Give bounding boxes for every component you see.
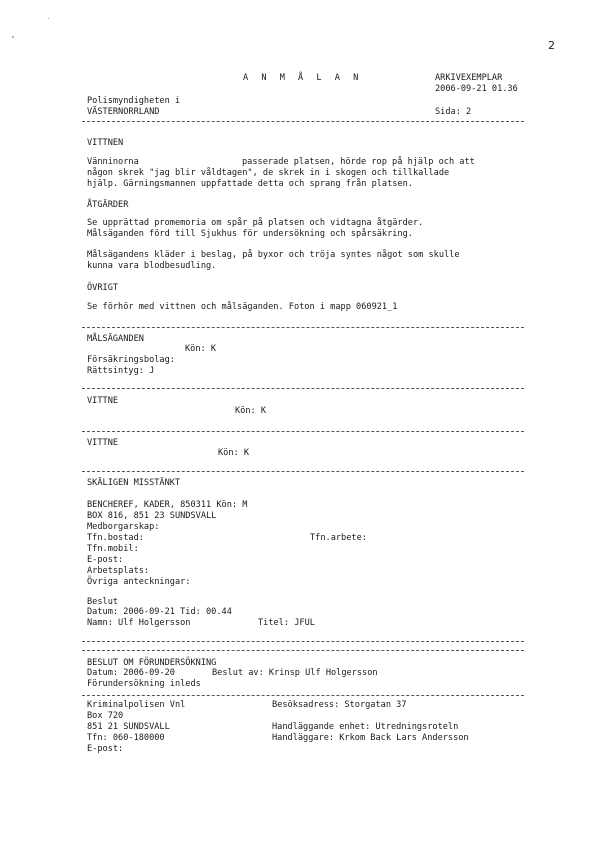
- actions-line2: Målsäganden förd till Sjukhus för undersökning och spårsäkring.: [87, 229, 413, 239]
- actions-title: ÅTGÄRDER: [87, 200, 129, 210]
- divider: [82, 121, 524, 122]
- page-number: 2: [548, 39, 555, 52]
- witnesses-title: VITTNEN: [87, 138, 124, 148]
- scan-speck: [48, 18, 49, 19]
- divider: [82, 650, 524, 651]
- divider: [82, 327, 524, 328]
- witnesses-line1a: Vänninorna: [87, 157, 139, 167]
- divider: [82, 641, 524, 642]
- witness2-title: VITTNE: [87, 438, 119, 448]
- footer-visit-address: Besöksadress: Storgatan 37: [272, 700, 407, 710]
- footer-unit: Kriminalpolisen Vnl: [87, 700, 186, 710]
- suspect-phone-mobile: Tfn.mobil:: [87, 544, 139, 554]
- actions-line4: kunna vara blodbesudling.: [87, 261, 217, 271]
- decision-title: Beslut: [87, 597, 119, 607]
- plaintiff-certificate: Rättsintyg: J: [87, 366, 155, 376]
- suspect-phone-home: Tfn.bostad:: [87, 533, 144, 543]
- footer-handling-unit: Handläggande enhet: Utredningsroteln: [272, 722, 459, 732]
- plaintiff-title: MÅLSÄGANDEN: [87, 334, 144, 344]
- decision-name: Namn: Ulf Holgersson: [87, 618, 191, 628]
- prelim-title: BESLUT OM FÖRUNDERSÖKNING: [87, 658, 217, 668]
- footer-email: E-post:: [87, 744, 124, 754]
- footer-phone: Tfn: 060-180000: [87, 733, 165, 743]
- suspect-email: E-post:: [87, 555, 124, 565]
- document-title: A N M Å L A N: [243, 73, 363, 83]
- footer-box: Box 720: [87, 711, 124, 721]
- authority-line1: Polismyndigheten i: [87, 96, 181, 106]
- footer-handler: Handläggare: Krkom Back Lars Andersson: [272, 733, 469, 743]
- divider: [82, 388, 524, 389]
- witnesses-line2: någon skrek "jag blir våldtagen", de skrek in i skogen och tillkallade: [87, 168, 450, 178]
- suspect-name-line: BENCHEREF, KADER, 850311 Kön: M: [87, 500, 248, 510]
- actions-line3: Målsägandens kläder i beslag, på byxor och tröja syntes något som skulle: [87, 250, 460, 260]
- decision-title-field: Titel: JFUL: [258, 618, 315, 628]
- witness1-title: VITTNE: [87, 396, 119, 406]
- footer-postal: 851 21 SUNDSVALL: [87, 722, 170, 732]
- suspect-phone-work: Tfn.arbete:: [310, 533, 367, 543]
- witnesses-line3: hjälp. Gärningsmannen uppfattade detta och sprang från platsen.: [87, 179, 413, 189]
- suspect-title: SKÄLIGEN MISSTÄNKT: [87, 478, 181, 488]
- scan-speck: [12, 36, 14, 38]
- divider: [82, 431, 524, 432]
- witness1-gender: Kön: K: [235, 406, 267, 416]
- suspect-address: BOX 816, 851 23 SUNDSVALL: [87, 511, 217, 521]
- plaintiff-gender: Kön: K: [185, 344, 217, 354]
- page-label: Sida: 2: [435, 107, 472, 117]
- suspect-citizenship: Medborgarskap:: [87, 522, 160, 532]
- plaintiff-insurance: Försäkringsbolag:: [87, 355, 175, 365]
- divider: [82, 471, 524, 472]
- other-line1: Se förhör med vittnen och målsäganden. Foton i mapp 060921_1: [87, 302, 398, 312]
- witnesses-line1b: passerade platsen, hörde rop på hjälp och att: [242, 157, 475, 167]
- other-title: ÖVRIGT: [87, 283, 119, 293]
- suspect-notes: Övriga anteckningar:: [87, 577, 191, 587]
- report-datetime: 2006-09-21 01.36: [435, 84, 518, 94]
- suspect-workplace: Arbetsplats:: [87, 566, 150, 576]
- prelim-date: Datum: 2006-09-20: [87, 668, 175, 678]
- copy-type: ARKIVEXEMPLAR: [435, 73, 503, 83]
- divider: [82, 695, 524, 696]
- actions-line1: Se upprättad promemoria om spår på platsen och vidtagna åtgärder.: [87, 218, 424, 228]
- prelim-decided-by: Beslut av: Krinsp Ulf Holgersson: [212, 668, 378, 678]
- witness2-gender: Kön: K: [218, 448, 250, 458]
- prelim-status: Förundersökning inleds: [87, 679, 201, 689]
- decision-date: Datum: 2006-09-21 Tid: 00.44: [87, 607, 232, 617]
- authority-line2: VÄSTERNORRLAND: [87, 107, 160, 117]
